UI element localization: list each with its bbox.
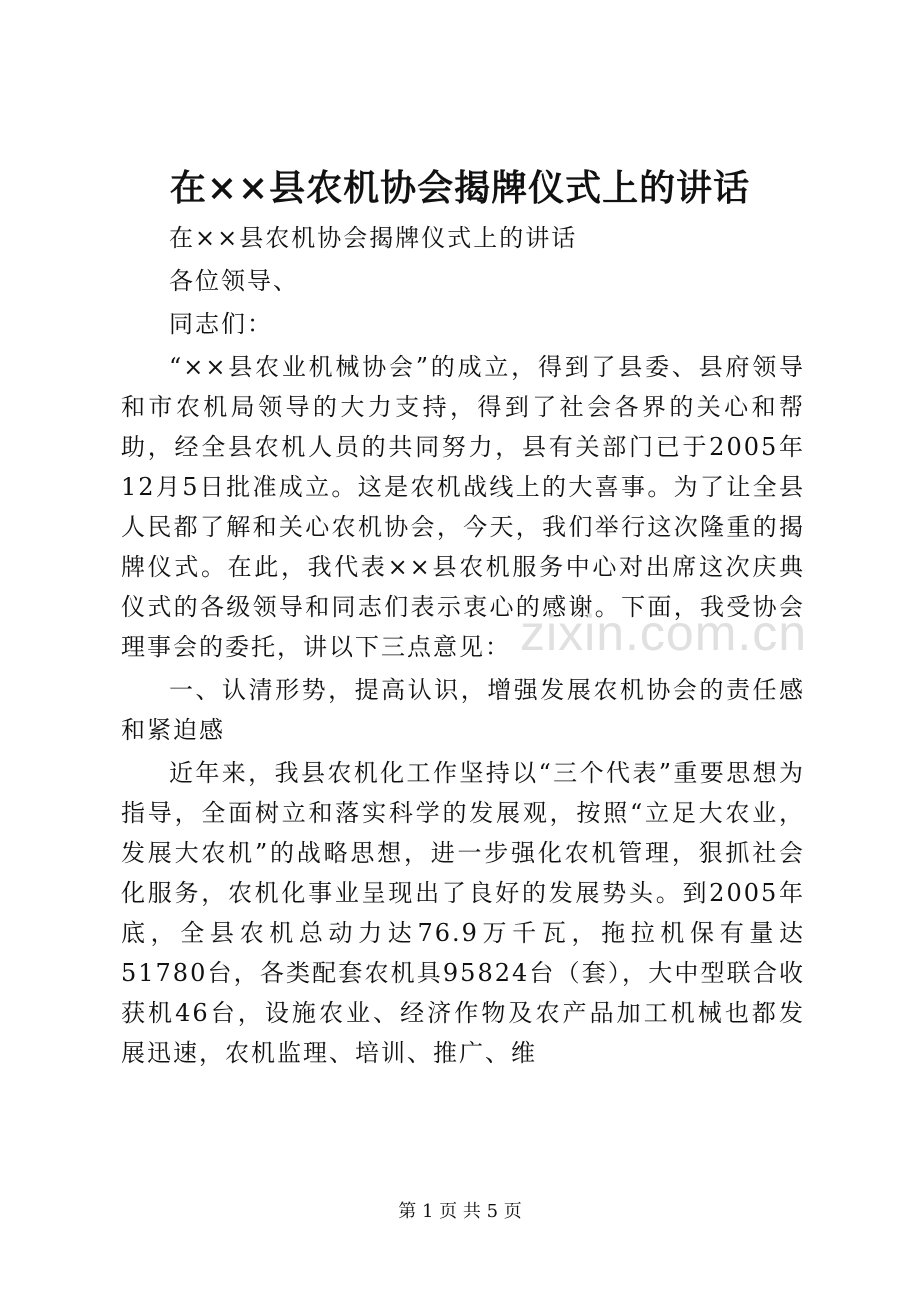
document-body <box>121 218 808 1076</box>
body-paragraph-main: 近年来，我县农机化工作坚持以“三个代表”重要思想为指导，全面树立和落实科学的发展观，按照“立足大农业，发展大农机”的战略思想，进一步强化农机管理，狠抓社会化服务，农机化事业呈现出了良好的发展势头。到2005年底，全县农机总动力达76.9万千瓦，拖拉机保有量达51780台，各类配套农机具95824台（套），大中型联合收获机46台，设施农业、经济作物及农产品加工机械也都发展迅速，农机监理、培训、推广、维 <box>121 759 805 1067</box>
watermark-text: zixin.com.cn <box>520 605 808 661</box>
body-paragraph-salutation-2: 同志们： <box>169 310 273 338</box>
body-paragraph-salutation-1: 各位领导、 <box>169 267 299 295</box>
page-number-footer: 第 1 页 共 5 页 <box>398 1201 522 1222</box>
body-paragraph-subtitle: 在××县农机协会揭牌仪式上的讲话 <box>169 224 578 252</box>
body-paragraph-intro: “××县农业机械协会”的成立，得到了县委、县府领导和市农机局领导的大力支持，得到了社会各界的关心和帮助，经全县农机人员的共同努力，县有关部门已于2005年12月5日批准成立。这是农机战线上的大喜事。为了让全县人民都了解和关心农机协会，今天，我们举行这次隆重的揭牌仪式。在此，我代表××县农机服务中心对出席这次庆典仪式的各级领导和同志们表示衷心的感谢。下面，我受协会理事会的委托，讲以下三点意见： <box>121 353 805 661</box>
body-paragraph-section-heading: 一、认清形势，提高认识，增强发展农机协会的责任感和紧迫感 <box>121 676 805 744</box>
document-title: 在××县农机协会揭牌仪式上的讲话 <box>169 167 751 209</box>
